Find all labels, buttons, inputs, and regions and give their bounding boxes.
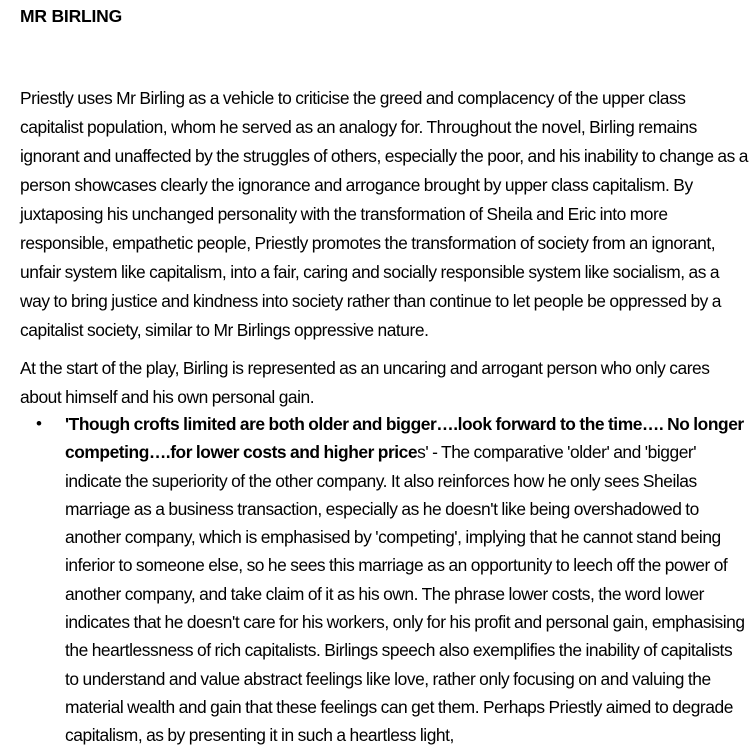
intro-paragraph: Priestly uses Mr Birling as a vehicle to criticise the greed and complacency of the upper class capitalist population, whom he served as an analogy for. Throughout the novel, Birling remains ignorant and unaffected by the struggles of others, especially the poor, and his inability to change as a person showcases clearly the ignorance and arrogance brought by upper class capitalism. By juxtaposing his unchanged personality with the transformation of Sheila and Eric into more responsible, empathetic people, Priestly promotes the transformation of society from an ignorant, unfair system like capitalism, into a fair, caring and socially responsible system like socialism, as a way to bring justice and kindness into society rather than continue to let people be oppressed by a capitalist society, similar to Mr Birlings oppressive nature. [20,88,748,340]
bullet-list [0,410,750,750]
second-paragraph: At the start of the play, Birling is represented as an uncaring and arrogant person who only cares about himself and his own personal gain. [20,358,710,407]
document-heading: MR BIRLING [20,6,123,26]
bullet-analysis-text: s' - The comparative 'older' and 'bigger' indicate the superiority of the other company. It also reinforces how he only sees Sheilas marriage as a business transaction, especially as he doesn't like being overshadowed to another company, which is emphasised by 'competing', implying that he cannot stand being inferior to someone else, so he sees this marriage as an opportunity to leech off the power of another company, and take claim of it as his own. The phrase lower costs, the word lower indicates that he doesn't care for his workers, only for his profit and personal gain, emphasising the heartlessness of rich capitalists. Birlings speech also exemplifies the inability of capitalists to understand and value abstract feelings like love, rather only focusing on and valuing the material wealth and gain that these feelings can get them. Perhaps Priestly aimed to degrade capitalism, as by presenting it in such a heartless light, [65,442,745,746]
bullet-quote: 'Though crofts limited are both older and bigger….look forward to the time…. No longer competing….for lower costs and higher price [65,414,744,463]
list-item [0,410,748,750]
bullet-icon: • [36,414,42,433]
